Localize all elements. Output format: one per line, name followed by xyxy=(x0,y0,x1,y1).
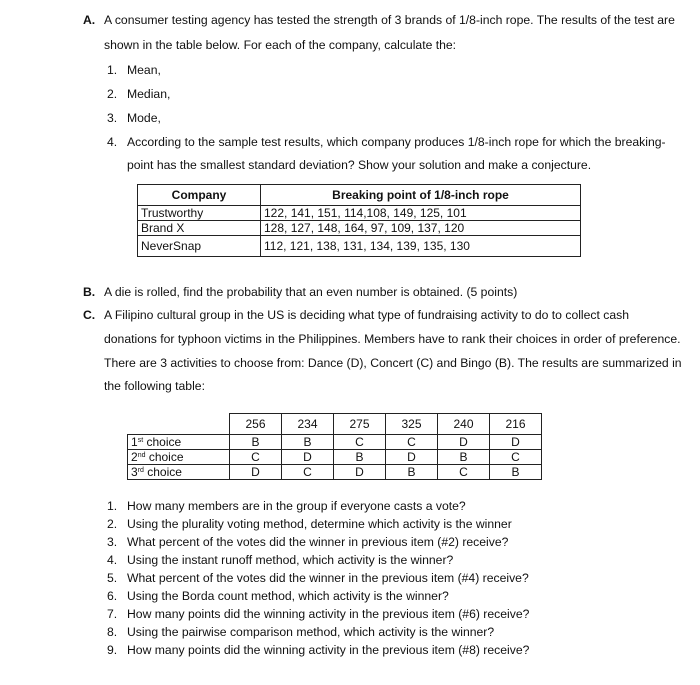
table-cell-company: Brand X xyxy=(138,221,261,236)
list-item-number: 4. xyxy=(107,135,118,149)
table-cell: C xyxy=(334,435,386,450)
section-a-intro-line2: shown in the table below. For each of the company, calculate the: xyxy=(104,38,457,52)
choice-suffix: st xyxy=(137,437,144,444)
table-cell-values: 122, 141, 151, 114,108, 149, 125, 101 xyxy=(261,206,581,221)
table-cell: D xyxy=(230,465,282,480)
table-cell: B xyxy=(282,435,334,450)
choice-label xyxy=(128,435,230,450)
list-item: According to the sample test results, which company produces 1/8-inch rope for which the breaking- xyxy=(127,135,666,149)
section-c-line1: A Filipino cultural group in the US is deciding what type of fundraising activity to do to collect cash xyxy=(104,308,630,322)
table-cell: D xyxy=(438,435,490,450)
table-cell: B xyxy=(334,450,386,465)
question-number: 5. xyxy=(107,571,118,585)
section-b-letter: B. xyxy=(83,285,96,299)
choice-label xyxy=(128,465,230,480)
choice-rank: 2 xyxy=(131,450,138,464)
table-cell-values: 112, 121, 138, 131, 134, 139, 135, 130 xyxy=(261,236,581,257)
choice-suffix: rd xyxy=(137,467,144,474)
list-item: Median, xyxy=(127,87,171,101)
vote-count: 234 xyxy=(282,414,334,435)
table-row xyxy=(128,465,542,480)
table-row xyxy=(138,236,581,257)
question-number: 6. xyxy=(107,589,118,603)
vote-count: 275 xyxy=(334,414,386,435)
table-cell: D xyxy=(490,435,542,450)
question-number: 8. xyxy=(107,625,118,639)
choice-rank: 3 xyxy=(131,465,138,479)
question-item: Using the instant runoff method, which activity is the winner? xyxy=(127,553,454,567)
choice-label xyxy=(128,450,230,465)
list-item-number: 2. xyxy=(107,87,118,101)
choice-word: choice xyxy=(143,435,182,449)
section-a-intro-line1: A consumer testing agency has tested the strength of 3 brands of 1/8-inch rope. The results of the test are xyxy=(104,13,675,27)
table-row xyxy=(128,450,542,465)
question-item: Using the pairwise comparison method, which activity is the winner? xyxy=(127,625,495,639)
question-item: How many members are in the group if everyone casts a vote? xyxy=(127,499,466,513)
question-item: Using the plurality voting method, determine which activity is the winner xyxy=(127,517,512,531)
table-cell: B xyxy=(230,435,282,450)
vote-table xyxy=(127,413,542,480)
table-corner xyxy=(128,414,230,435)
choice-rank: 1 xyxy=(131,435,138,449)
table-cell-company: Trustworthy xyxy=(138,206,261,221)
question-number: 1. xyxy=(107,499,118,513)
question-number: 4. xyxy=(107,553,118,567)
question-item: What percent of the votes did the winner in previous item (#2) receive? xyxy=(127,535,509,549)
table-cell: B xyxy=(386,465,438,480)
table-cell-values: 128, 127, 148, 164, 97, 109, 137, 120 xyxy=(261,221,581,236)
section-c-letter: C. xyxy=(83,308,96,322)
question-item: How many points did the winning activity in the previous item (#8) receive? xyxy=(127,643,530,657)
section-c-line3: There are 3 activities to choose from: Dance (D), Concert (C) and Bingo (B). The results are summarized in xyxy=(104,356,682,370)
vote-count: 240 xyxy=(438,414,490,435)
question-number: 2. xyxy=(107,517,118,531)
table-cell-company: NeverSnap xyxy=(138,236,261,257)
table-row xyxy=(128,435,542,450)
table-cell: D xyxy=(282,450,334,465)
vote-count: 325 xyxy=(386,414,438,435)
section-a-letter: A. xyxy=(83,13,96,27)
table-cell: B xyxy=(490,465,542,480)
vote-count: 256 xyxy=(230,414,282,435)
choice-suffix: nd xyxy=(137,452,146,459)
question-number: 9. xyxy=(107,643,118,657)
vote-count: 216 xyxy=(490,414,542,435)
list-item-number: 3. xyxy=(107,111,118,125)
table-row xyxy=(138,221,581,236)
list-item-number: 1. xyxy=(107,63,118,77)
table-header: Company xyxy=(138,185,261,206)
table-cell: C xyxy=(282,465,334,480)
list-item: Mean, xyxy=(127,63,161,77)
table-cell: C xyxy=(438,465,490,480)
table-cell: C xyxy=(230,450,282,465)
question-number: 3. xyxy=(107,535,118,549)
question-number: 7. xyxy=(107,607,118,621)
list-item-continuation: point has the smallest standard deviation? Show your solution and make a conjecture. xyxy=(127,158,592,172)
section-b-text: A die is rolled, find the probability that an even number is obtained. (5 points) xyxy=(104,285,518,299)
question-item: How many points did the winning activity in the previous item (#6) receive? xyxy=(127,607,530,621)
list-item: Mode, xyxy=(127,111,161,125)
table-cell: D xyxy=(334,465,386,480)
table-cell: C xyxy=(490,450,542,465)
choice-word: choice xyxy=(143,465,182,479)
question-item: What percent of the votes did the winner in the previous item (#4) receive? xyxy=(127,571,529,585)
section-c-line2: donations for typhoon victims in the Philippines. Members have to rank their choices in order of preference. xyxy=(104,332,681,346)
choice-word: choice xyxy=(145,450,184,464)
table-cell: C xyxy=(386,435,438,450)
question-item: Using the Borda count method, which activity is the winner? xyxy=(127,589,449,603)
table-cell: B xyxy=(438,450,490,465)
table-header: Breaking point of 1/8-inch rope xyxy=(261,185,581,206)
rope-table xyxy=(137,184,581,257)
table-row xyxy=(138,206,581,221)
table-cell: D xyxy=(386,450,438,465)
section-c-line4: the following table: xyxy=(104,379,205,393)
